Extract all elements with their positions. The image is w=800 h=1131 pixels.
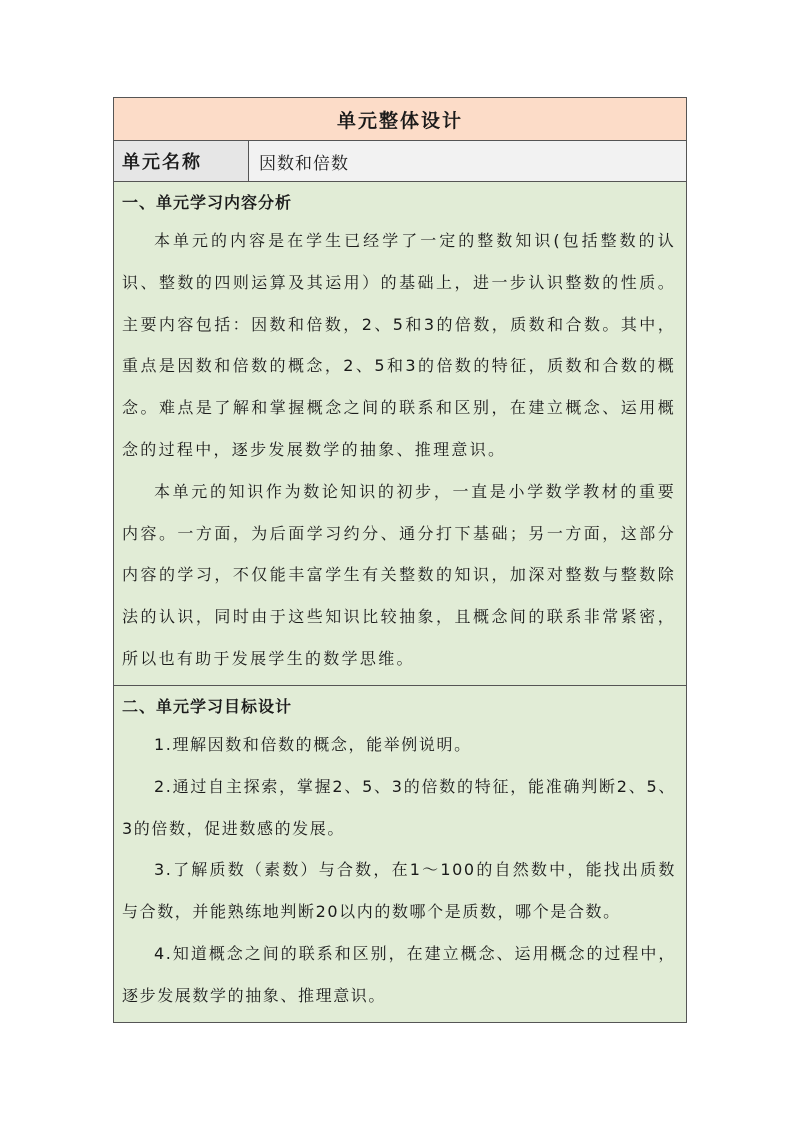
goal-item: 3.了解质数（素数）与合数，在1～100的自然数中，能找出质数与合数，并能熟练地判断20以内的数哪个是质数，哪个是合数。 [122,860,677,922]
learning-goals-cell [114,686,687,1023]
unit-design-table [113,97,687,1023]
goal-item: 1.理解因数和倍数的概念，能举例说明。 [154,735,472,754]
unit-name-value: 因数和倍数 [249,141,687,182]
unit-name-label: 单元名称 [114,141,249,182]
section-heading: 一、单元学习内容分析 [122,193,293,212]
paragraph: 本单元的知识作为数论知识的初步，一直是小学数学教材的重要内容。一方面，为后面学习约分、通分打下基础；另一方面，这部分内容的学习，不仅能丰富学生有关整数的知识，加深对整数与整数除法的认识，同时由于这些知识比较抽象，且概念间的联系非常紧密，所以也有助于发展学生的数学思维。 [122,481,677,668]
goal-item: 4.知道概念之间的联系和区别，在建立概念、运用概念的过程中，逐步发展数学的抽象、推理意识。 [122,943,677,1005]
paragraph: 本单元的内容是在学生已经学了一定的整数知识(包括整数的认识、整数的四则运算及其运用）的基础上，进一步认识整数的性质。主要内容包括：因数和倍数，2、5和3的倍数，质数和合数。其中，重点是因数和倍数的概念，2、5和3的倍数的特征，质数和合数的概念。难点是了解和掌握概念之间的联系和区别，在建立概念、运用概念的过程中，逐步发展数学的抽象、推理意识。 [122,231,677,459]
table-title: 单元整体设计 [114,98,687,141]
goal-item: 2.通过自主探索，掌握2、5、3的倍数的特征，能准确判断2、5、3的倍数，促进数感的发展。 [122,776,677,838]
section-learning-goals [114,686,687,1023]
content-analysis-cell [114,182,687,686]
title-row [114,98,687,141]
section-heading: 二、单元学习目标设计 [122,697,293,716]
unit-name-row [114,141,687,182]
section-content-analysis [114,182,687,686]
